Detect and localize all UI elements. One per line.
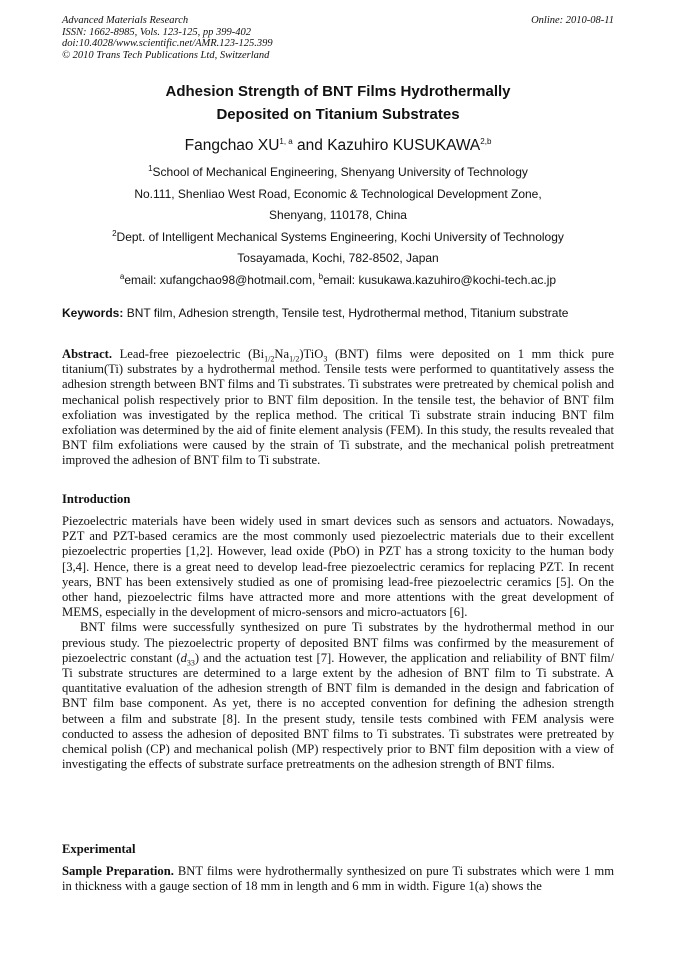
journal-doi: doi:10.4028/www.scientific.net/AMR.123-125.399 bbox=[62, 38, 273, 50]
paper-title bbox=[62, 80, 614, 126]
author-1: Fangchao XU bbox=[184, 137, 280, 154]
subsection-label: Sample Preparation. bbox=[62, 864, 174, 878]
title-line-1: Adhesion Strength of BNT Films Hydrothermally bbox=[165, 83, 511, 100]
online-date: Online: 2010-08-11 bbox=[531, 15, 614, 26]
keywords-label: Keywords: bbox=[62, 306, 124, 320]
affiliations bbox=[62, 162, 614, 291]
section-heading-introduction: Introduction bbox=[62, 492, 131, 506]
experimental-body bbox=[62, 864, 614, 894]
email-b-marker: b bbox=[318, 271, 324, 281]
abstract: Abstract. Lead-free piezoelectric $(Bi_{1/2}Na_{1/2})TiO_3$ (BNT) films were deposited on 1 mm thick pure titanium(Ti) substrates by a hydrothermal method. Tensile tests were performed to quantitatively assess the adhesion strength between BNT films and Ti substrates. Ti substrates were pretreated by chemical polish and mechanical polish respectively prior to BNT film deposition. In the tensile test, the behavior of BNT film exfoliation was investigated by the replica method. The critical Ti substrate strain inducing BNT film exfoliation was determined by the aid of finite element analysis (FEM). In this study, the results revealed that BNT film exfoliations were caused by the strain of Ti substrate, and the mechanical polish pretreatment improved the adhesion of BNT film to Ti substrate. bbox=[62, 347, 615, 468]
keywords bbox=[62, 305, 614, 321]
email-b: email: kusukawa.kazuhiro@kochi-tech.ac.jp bbox=[323, 272, 557, 287]
journal-copyright: © 2010 Trans Tech Publications Ltd, Switzerland bbox=[62, 49, 270, 61]
symbol-d: d bbox=[180, 650, 187, 665]
title-line-2: Deposited on Titanium Substrates bbox=[216, 106, 460, 123]
affiliation-1-line-2: No.111, Shenliao West Road, Economic & Technological Development Zone, bbox=[134, 186, 542, 201]
author-list bbox=[62, 136, 614, 156]
email-a: email: xufangchao98@hotmail.com, bbox=[124, 272, 319, 287]
abstract-label: Abstract. bbox=[62, 347, 113, 361]
journal-issn: ISSN: 1662-8985, Vols. 123-125, pp 399-402 bbox=[62, 26, 251, 38]
affiliation-1-line-3: Shenyang, 110178, China bbox=[269, 208, 407, 222]
affiliation-1-marker: 1 bbox=[148, 164, 153, 173]
experimental-text: BNT films were hydrothermally synthesized on pure Ti substrates which were 1 mm in thickness with a gauge section of 18 mm in length and 6 mm in width. Figure 1(a) shows the bbox=[62, 864, 614, 894]
email-line bbox=[62, 270, 614, 292]
section-heading-experimental: Experimental bbox=[62, 842, 136, 856]
affiliation-2-marker: 2 bbox=[112, 228, 117, 238]
introduction-paragraph-2: BNT films were successfully synthesized on pure Ti substrates by the hydrothermal method in our previous study. The piezoelectric property of deposited BNT films was confirmed by the measurement of piezoelectric constant $(d_{33})$ and the actuation test [7]. However, the application and reliability of BNT film/ Ti substrate structures are determined to a large extent by the adhesion of BNT film to Ti substrate. A quantitative evaluation of the adhesion strength of BNT film is demanded in the design and fabrication of BNT film base component. As yet, there is no accepted convention for defining the adhesion strength between a film and substrate [8]. In the present study, tensile tests combined with FEM analysis were conducted to assess the adhesion of deposited BNT films to Ti substrates. Ti substrates were pretreated by chemical polish (CP) and mechanical polish (MP) respectively prior to BNT film deposition with a view of investigating the effects of substrate surface pretreatments on the adhesion strength of BNT films. bbox=[62, 620, 615, 772]
author-2: Kazuhiro KUSUKAWA bbox=[327, 137, 481, 154]
journal-name: Advanced Materials Research bbox=[62, 15, 189, 26]
email-a-marker: a bbox=[119, 271, 125, 281]
introduction-body bbox=[62, 514, 614, 772]
affiliation-2-line-1: $^2$Dept. of Intelligent Mechanical Systems Engineering, Kochi University of Technology bbox=[112, 228, 564, 244]
affiliation-2-line-2: Tosayamada, Kochi, 782-8502, Japan bbox=[237, 251, 439, 265]
author-separator: and bbox=[292, 137, 328, 154]
author-1-marker: 1, a bbox=[279, 136, 293, 146]
author-2-marker: 2,b bbox=[480, 136, 492, 146]
keywords-text: BNT film, Adhesion strength, Tensile test, Hydrothermal method, Titanium substrate bbox=[123, 306, 569, 320]
journal-header bbox=[62, 15, 273, 61]
abstract-text: (BNT) films were deposited on 1 mm thick pure titanium(Ti) substrates by a hydrothermal method. Tensile tests were performed to quantitatively assess the adhesion strength between BNT films and Ti substrates. Ti substrates were pretreated by chemical polish and mechanical polish respectively prior to BNT film deposition. In the tensile test, the behavior of BNT film exfoliation was investigated by the replica method. The critical Ti substrate strain inducing BNT film exfoliation was determined by the aid of finite element analysis (FEM). In this study, the results revealed that BNT film exfoliations were caused by the strain of Ti substrate, and the mechanical polish pretreatment improved the adhesion of BNT film to Ti substrate. bbox=[62, 347, 615, 468]
introduction-paragraph-1: Piezoelectric materials have been widely used in smart devices such as sensors and actuators. Nowadays, PZT and PZT-based ceramics are the most commonly used piezoelectric materials due to their excellent piezoelectric properties [1,2]. However, lead oxide (PbO) in PZT has a strong toxicity to the human body [3,4]. Hence, there is a great need to develop lead-free piezoelectric ceramics for replacing PZT. In recent years, BNT has been extensively studied as one of promising lead-free piezoelectric ceramics [5]. On the other hand, piezoelectric films have attracted more and more attentions with the great development of MEMS, especially in the development of micro-sensors and micro-actuators [6]. bbox=[62, 514, 614, 620]
affiliation-1-line-1: $^1$School of Mechanical Engineering, Shenyang University of Technology bbox=[148, 164, 528, 179]
